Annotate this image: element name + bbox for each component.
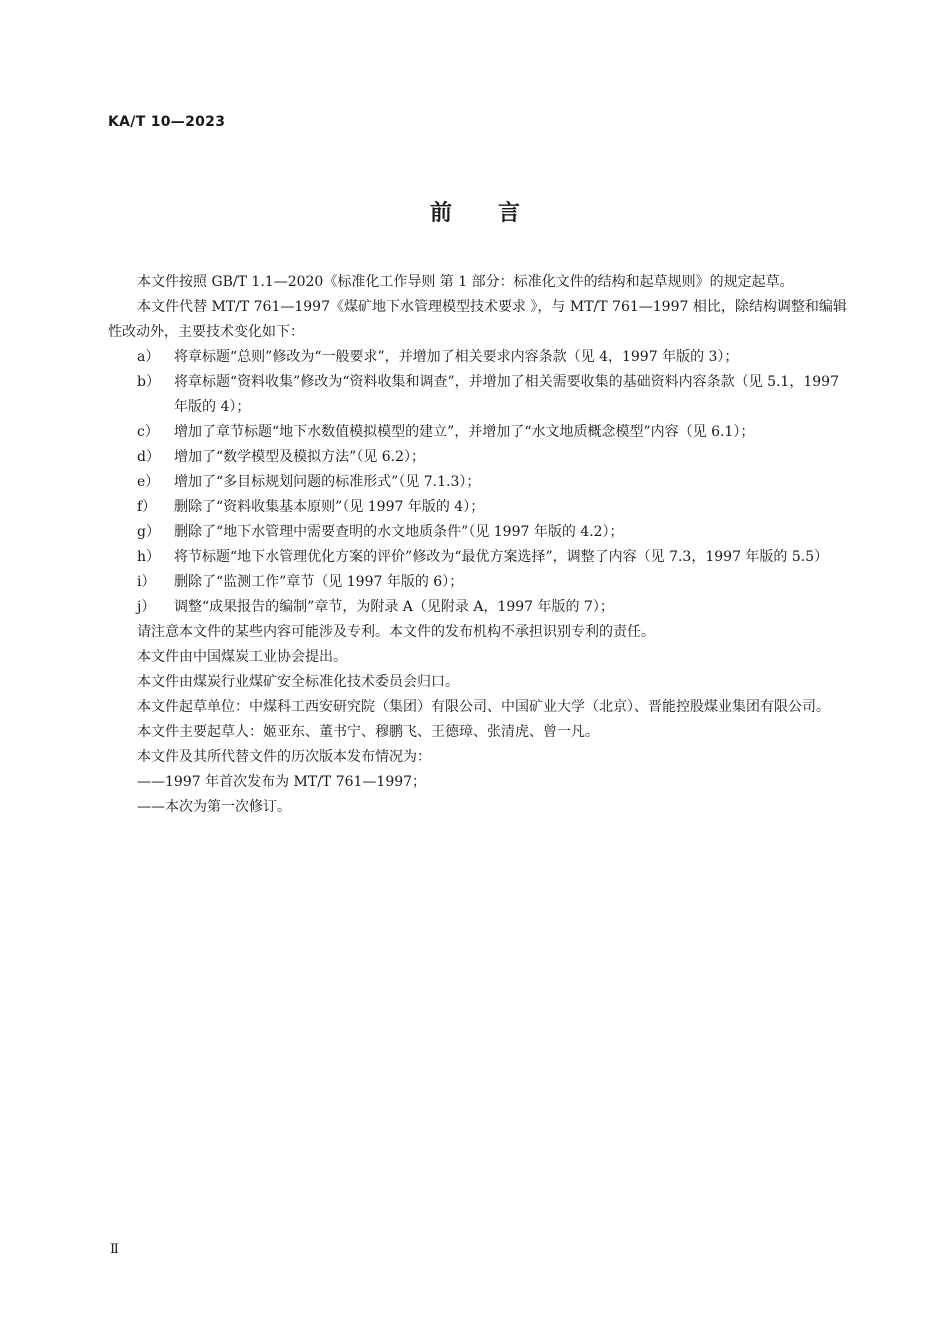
paragraph-replacement: 本文件代替 MT/T 761—1997《煤矿地下水管理模型技术要求 》，与 MT/T 761—1997 相比，除结构调整和编辑性改动外，主要技术变化如下： <box>108 299 847 340</box>
list-item <box>108 520 848 545</box>
list-item <box>108 595 848 620</box>
history-item: ——1997 年首次发布为 MT/T 761—1997； <box>137 774 427 790</box>
list-item <box>108 370 848 420</box>
list-item <box>108 470 848 495</box>
list-item-label: f） <box>137 499 157 515</box>
list-item-text: 增加了“数学模型及模拟方法”（见 6.2）； <box>174 449 426 465</box>
list-item <box>108 345 848 370</box>
page-number: Ⅱ <box>110 1242 119 1257</box>
list-item-label: d） <box>137 449 160 465</box>
list-item-label: b） <box>137 374 160 390</box>
list-item <box>108 495 848 520</box>
list-item-label: g） <box>137 524 160 540</box>
paragraph-patent-notice: 请注意本文件的某些内容可能涉及专利。本文件的发布机构不承担识别专利的责任。 <box>137 624 655 640</box>
page-title: 前言 <box>429 201 566 226</box>
list-item-text: 将章标题“资料收集”修改为“资料收集和调查”，并增加了相关需要收集的基础资料内容条款（见 5.1，1997 年版的 4）； <box>174 374 839 415</box>
list-item-text: 将节标题“地下水管理优化方案的评价”修改为“最优方案选择”，调整了内容（见 7.3，1997 年版的 5.5） <box>174 549 829 565</box>
list-item <box>108 545 848 570</box>
paragraph-committee: 本文件由煤炭行业煤矿安全标准化技术委员会归口。 <box>137 674 459 690</box>
changes-list <box>108 345 848 620</box>
list-item-text: 删除了“地下水管理中需要查明的水文地质条件”（见 1997 年版的 4.2）； <box>174 524 624 540</box>
paragraph-drafters: 本文件主要起草人：姬亚东、董书宁、穆鹏飞、王德璋、张清虎、曾一凡。 <box>137 724 599 740</box>
list-item-label: i） <box>137 574 156 590</box>
document-code: KA/T 10—2023 <box>108 114 226 130</box>
history-item: ——本次为第一次修订。 <box>137 799 291 815</box>
list-item <box>108 445 848 470</box>
list-item-text: 删除了“资料收集基本原则”（见 1997 年版的 4）； <box>174 499 485 515</box>
foreword-body <box>108 270 848 820</box>
list-item <box>108 570 848 595</box>
list-item-text: 将章标题“总则”修改为“一般要求”，并增加了相关要求内容条款（见 4，1997 年版的 3）； <box>174 349 739 365</box>
paragraph-history-intro: 本文件及其所代替文件的历次版本发布情况为： <box>137 749 431 765</box>
list-item-text: 删除了“监测工作”章节（见 1997 年版的 6）； <box>174 574 464 590</box>
list-item-label: j） <box>137 599 156 615</box>
paragraph-drafting-units: 本文件起草单位：中煤科工西安研究院（集团）有限公司、中国矿业大学（北京）、晋能控股煤业集团有限公司。 <box>137 699 830 715</box>
list-item-label: h） <box>137 549 161 565</box>
list-item-text: 增加了“多目标规划问题的标准形式”（见 7.1.3）； <box>174 474 481 490</box>
list-item-text: 增加了章节标题“地下水数值模拟模型的建立”，并增加了“水文地质概念模型”内容（见 6.1）； <box>174 424 755 440</box>
list-item-text: 调整“成果报告的编制”章节，为附录 A（见附录 A，1997 年版的 7）； <box>174 599 614 615</box>
list-item-label: a） <box>137 349 160 365</box>
paragraph-drafting-basis: 本文件按照 GB/T 1.1—2020《标准化工作导则 第 1 部分：标准化文件的结构和起草规则》的规定起草。 <box>137 274 794 290</box>
paragraph-proposer: 本文件由中国煤炭工业协会提出。 <box>137 649 347 665</box>
list-item-label: e） <box>137 474 160 490</box>
list-item-label: c） <box>137 424 159 440</box>
list-item <box>108 420 848 445</box>
